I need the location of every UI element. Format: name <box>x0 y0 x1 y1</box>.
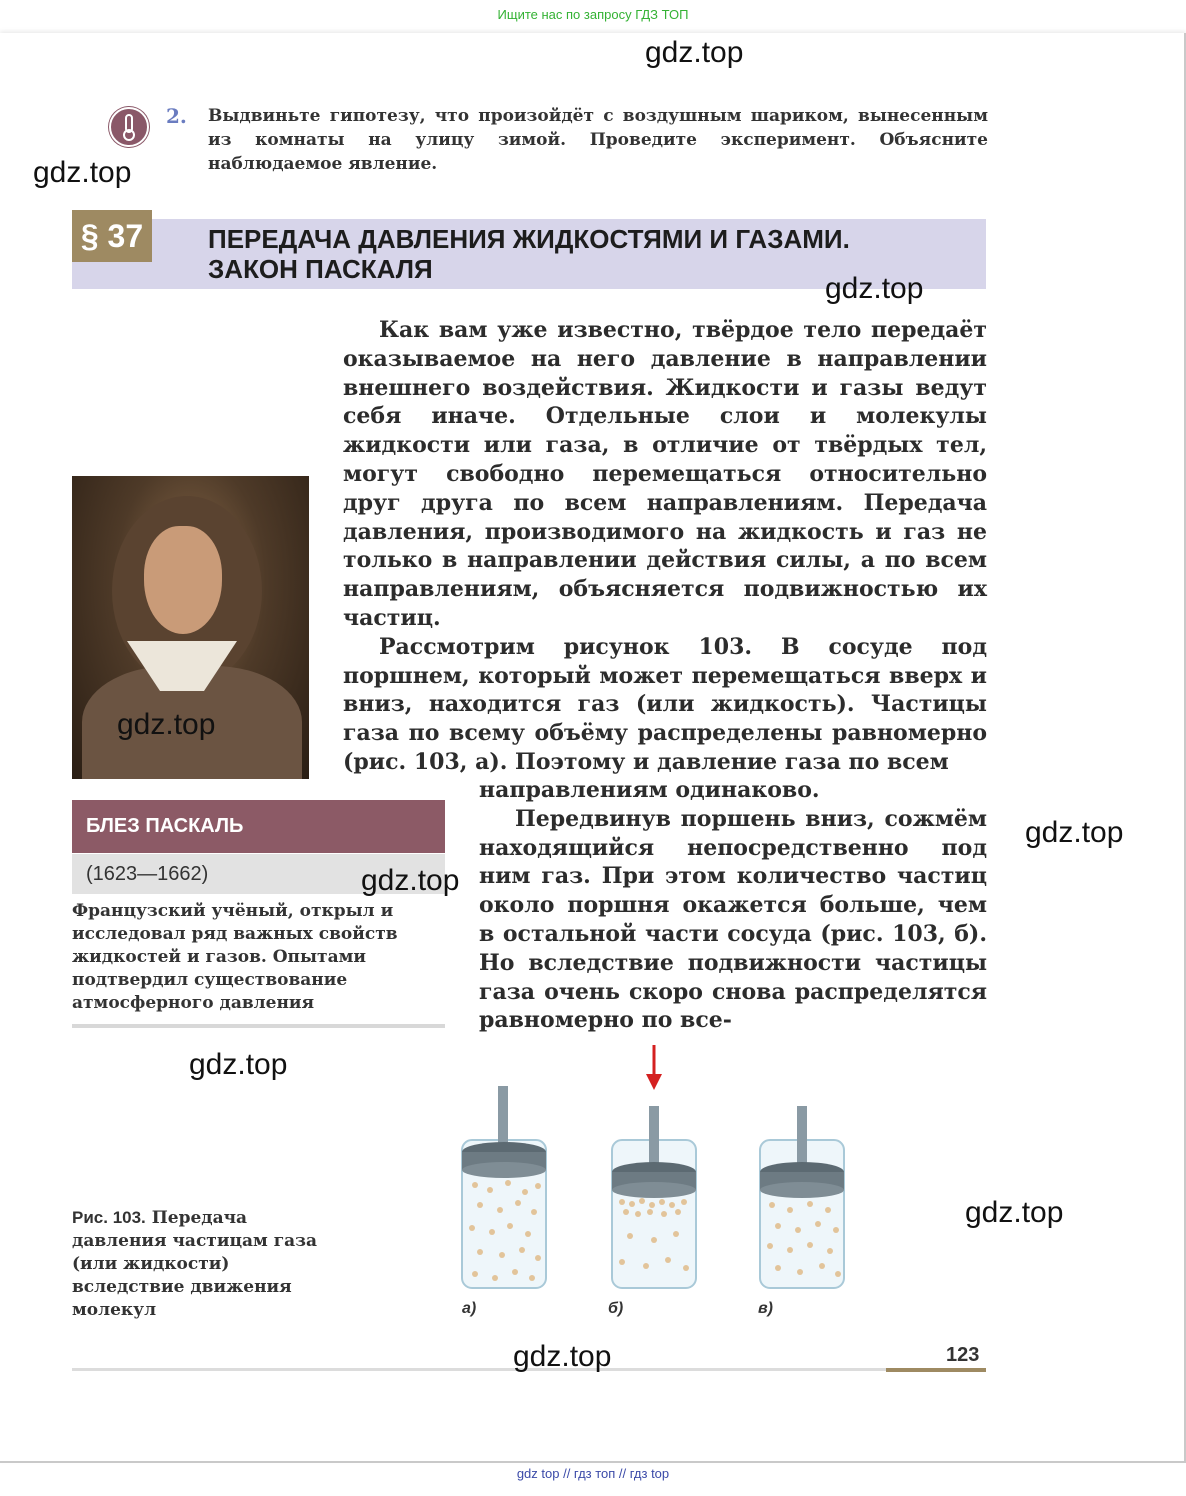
question-number: 2. <box>166 104 187 128</box>
watermark: gdz.top <box>33 156 132 189</box>
bio-divider <box>72 1024 445 1028</box>
watermark: gdz.top <box>965 1196 1064 1229</box>
watermark: gdz.top <box>189 1048 288 1081</box>
watermark: gdz.top <box>117 708 216 741</box>
figure-caption-label: Рис. 103. <box>72 1208 146 1227</box>
paragraph-3-text: Передвинув поршень вниз, сожмём находящийся непосредственно под ним газ. При этом количество частиц около поршня окажется больше, чем в остальной части сосуда (рис. 103, б). Но вследствие подвижности частицы газа очень скоро снова распределятся равномерно по все- <box>479 805 987 1034</box>
page-number: 123 <box>946 1344 980 1366</box>
vessel-b <box>612 1106 696 1288</box>
section-number: § 37 <box>72 210 152 262</box>
top-banner: Ищите нас по запросу ГДЗ ТОП <box>497 7 689 22</box>
paragraph-2-text: Рассмотрим рисунок 103. В сосуде под поршнем, который может перемещаться вверх и вниз, находится газ (или жидкость). Частицы газа по всему объёму распределены равномерно (рис. 103, а). Поэтому и давление газа по всем <box>343 633 987 775</box>
paragraph-2-end-text: направлениям одинаково. <box>479 777 820 803</box>
bio-name: БЛЕЗ ПАСКАЛЬ <box>72 800 445 853</box>
watermark: gdz.top <box>361 864 460 897</box>
figure-caption-text: Передача давления частицам газа (или жидкости) вследствие движения молекул <box>72 1208 317 1320</box>
figure-label-c: в) <box>758 1300 773 1317</box>
bottom-links[interactable]: gdz top // гдз топ // гдз top <box>516 1466 670 1481</box>
watermark: gdz.top <box>1025 816 1124 849</box>
footer-accent <box>886 1368 986 1372</box>
bio-years: (1623—1662) <box>72 854 445 894</box>
watermark: gdz.top <box>645 36 744 69</box>
figure-103-drawing <box>450 1040 850 1300</box>
push-arrow <box>646 1045 662 1090</box>
paragraph-2-end <box>479 776 987 1035</box>
vessel-a <box>462 1086 546 1288</box>
paragraph-1 <box>343 316 987 777</box>
thermometer-icon <box>108 106 150 148</box>
question-text: Выдвиньте гипотезу, что произойдёт с воздушным шариком, вынесенным из комнаты на улицу зимой. Проведите эксперимент. Объясните наблюдаемое явление. <box>208 106 988 174</box>
figure-label-a: а) <box>462 1300 477 1317</box>
section-title-line2: ЗАКОН ПАСКАЛЯ <box>208 254 433 284</box>
figure-label-b: б) <box>608 1300 624 1317</box>
paragraph-1-text: Как вам уже известно, твёрдое тело передаёт оказываемое на него давление в направлении внешнего воздействия. Жидкости и газы ведут себя иначе. Отдельные слои и молекулы жидкости или газа, в отличие от твёрдых тел, могут свободно перемещаться относительно друг друга по всем направлениям. Передача давления, производимого на жидкость и газ не только в направлении действия силы, а по всем направлениям, объясняется подвижностью их частиц. <box>343 317 987 631</box>
watermark: gdz.top <box>513 1340 612 1373</box>
portrait-face <box>144 526 222 634</box>
bio-text: Французский учёный, открыл и исследовал ряд важных свойств жидкостей и газов. Опытами подтвердил существование атмосферного давления <box>72 901 398 1013</box>
watermark: gdz.top <box>825 272 924 305</box>
figure-caption <box>72 1206 322 1322</box>
vessel-c <box>760 1106 844 1288</box>
section-title-line1: ПЕРЕДАЧА ДАВЛЕНИЯ ЖИДКОСТЯМИ И ГАЗАМИ. <box>208 224 850 254</box>
